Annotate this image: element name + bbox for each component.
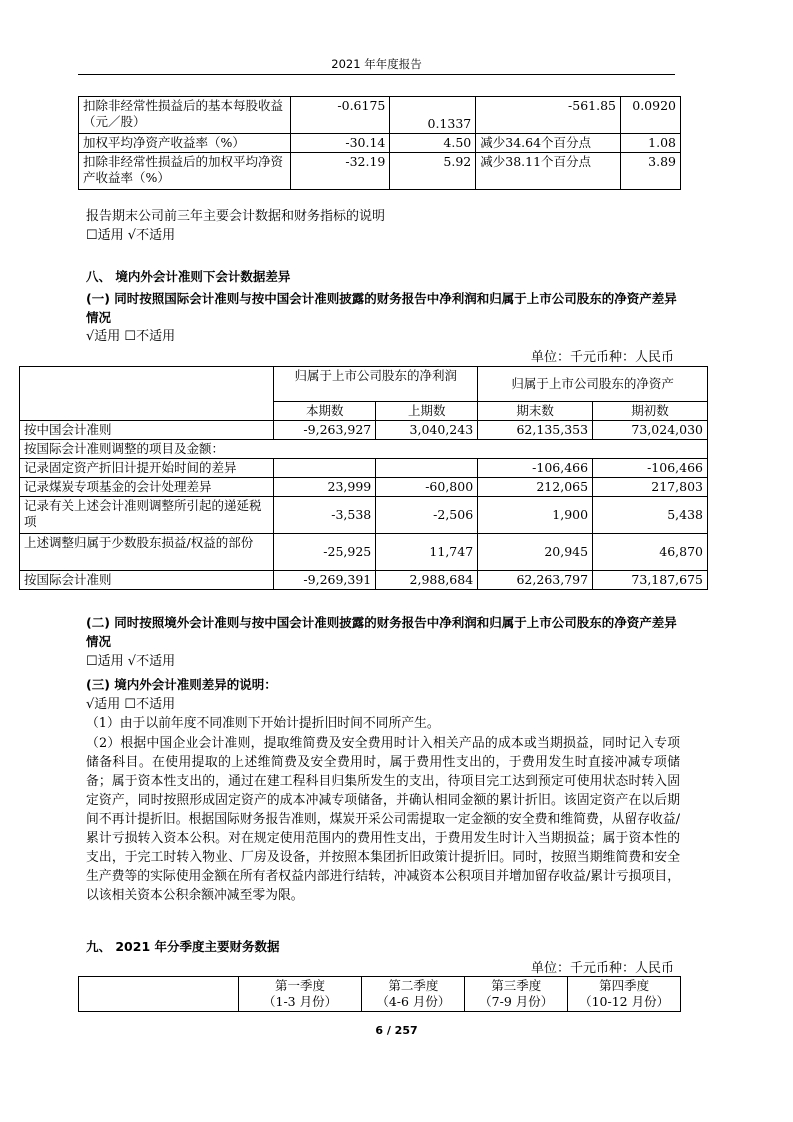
cell-value: 1,900 xyxy=(478,497,593,534)
cell-value: -106,466 xyxy=(593,459,708,478)
table-row xyxy=(20,440,708,459)
page-header: 2021 年年度报告 xyxy=(331,57,422,71)
q4-label: 第四季度 xyxy=(599,978,650,993)
header-empty xyxy=(79,977,239,1012)
row-label: 扣除非经常性损益后的基本每股收益（元／股） xyxy=(79,97,291,134)
table-row xyxy=(20,478,708,497)
section-8-1-checkbox: √适用 ☐不适用 xyxy=(86,329,176,344)
cell-value: 46,870 xyxy=(593,534,708,571)
page-number: 6 / 257 xyxy=(375,1024,418,1037)
section-8-2-checkbox: ☐适用 √不适用 xyxy=(86,654,176,669)
table-row xyxy=(79,153,681,190)
cell-value: 0.1337 xyxy=(390,97,476,134)
cell-value: 23,999 xyxy=(274,478,376,497)
financial-indicators-table xyxy=(78,96,681,190)
cell-value xyxy=(274,459,376,478)
cell-value: 20,945 xyxy=(478,534,593,571)
cell-value: 减少34.64个百分点 xyxy=(476,134,621,153)
q2-range: （4-6 月份） xyxy=(376,994,451,1009)
note-2: （2）根据中国企业会计准则，提取维简费及安全费用时计入相关产品的成本或当期损益，同时记入专项储备科目。在使用提取的上述维简费及安全费用时，属于费用性支出的，于费用发生时直接冲减专项储备；属于资本性支出的，通过在建工程科目归集所发生的支出，待项目完工达到预定可使用状态时转入固定资产，同时按照形成固定资产的成本冲减专项储备，并确认相同金额的累计折旧。该固定资产在以后期间不再计提折旧。根据国际财务报告准则，煤炭开采公司需提取一定金额的安全费和维简费，从留存收益/累计亏损转入资本公积。对在规定使用范围内的费用性支出，于费用发生时计入当期损益；属于资本性的支出，于完工时转入物业、厂房及设备，并按照本集团折旧政策计提折旧。同时，按照当期维简费和安全生产费等的实际使用金额在所有者权益内部进行结转，冲减资本公积项目并增加留存收益/累计亏损项目，以该相关资本公积余额冲减至零为限。 xyxy=(86,736,680,903)
cell-value: 212,065 xyxy=(478,478,593,497)
header-empty xyxy=(20,367,274,421)
cell-value: 5,438 xyxy=(593,497,708,534)
table-header-row xyxy=(20,367,708,402)
unit-label-2: 单位：千元币种：人民币 xyxy=(530,961,674,976)
cell-value: 73,024,030 xyxy=(593,421,708,440)
header-q3 xyxy=(465,977,568,1012)
cell-value: -106,466 xyxy=(478,459,593,478)
cell-value xyxy=(376,459,478,478)
row-label: 记录煤炭专项基金的会计处理差异 xyxy=(20,478,274,497)
table-row xyxy=(20,421,708,440)
header-q2 xyxy=(362,977,465,1012)
cell-value: -9,269,391 xyxy=(274,571,376,590)
header-previous: 上期数 xyxy=(376,402,478,421)
explain-checkbox: ☐适用 √不适用 xyxy=(86,228,176,243)
header-divider xyxy=(78,74,675,75)
accounting-difference-table xyxy=(19,366,708,590)
q3-label: 第三季度 xyxy=(491,978,542,993)
cell-value: -9,263,927 xyxy=(274,421,376,440)
cell-value: 73,187,675 xyxy=(593,571,708,590)
cell-value: 4.50 xyxy=(390,134,476,153)
note-1: （1）由于以前年度不同准则下开始计提折旧时间不同所产生。 xyxy=(86,716,440,731)
q1-range: （1-3 月份） xyxy=(263,994,338,1009)
section-8-title: 八、 境内外会计准则下会计数据差异 xyxy=(86,269,291,284)
section-8-1-text: (一) 同时按照国际会计准则与按中国会计准则披露的财务报告中净利润和归属于上市公司股东的净资产差异情况 xyxy=(86,291,677,325)
cell-value: 3,040,243 xyxy=(376,421,478,440)
header-profit: 归属于上市公司股东的净利润 xyxy=(274,367,478,402)
row-label: 加权平均净资产收益率（%） xyxy=(79,134,291,153)
cell-value: 217,803 xyxy=(593,478,708,497)
header-end: 期末数 xyxy=(478,402,593,421)
row-label: 按国际会计准则 xyxy=(20,571,274,590)
row-label: 按国际会计准则调整的项目及金额： xyxy=(20,440,708,459)
table-row xyxy=(79,134,681,153)
cell-value: -25,925 xyxy=(274,534,376,571)
cell-value: -60,800 xyxy=(376,478,478,497)
table-row xyxy=(20,459,708,478)
cell-value: 62,135,353 xyxy=(478,421,593,440)
header-q1 xyxy=(238,977,362,1012)
row-label: 按中国会计准则 xyxy=(20,421,274,440)
section-8-3-title: (三) 境内外会计准则差异的说明： xyxy=(86,677,277,692)
cell-value: 11,747 xyxy=(376,534,478,571)
cell-value: -0.6175 xyxy=(290,97,390,134)
cell-value: -30.14 xyxy=(290,134,390,153)
cell-value: 3.89 xyxy=(620,153,680,190)
cell-value: -2,506 xyxy=(376,497,478,534)
unit-label: 单位：千元币种：人民币 xyxy=(530,350,674,365)
table-row xyxy=(79,97,681,134)
row-label: 记录有关上述会计准则调整所引起的递延税项 xyxy=(20,497,274,534)
cell-value: 减少38.11个百分点 xyxy=(476,153,621,190)
header-begin: 期初数 xyxy=(593,402,708,421)
q3-range: （7-9 月份） xyxy=(479,994,554,1009)
explain-text: 报告期末公司前三年主要会计数据和财务指标的说明 xyxy=(86,209,386,224)
header-q4 xyxy=(568,977,681,1012)
row-label: 上述调整归属于少数股东损益/权益的部份 xyxy=(20,534,274,571)
section-8-1-title xyxy=(86,289,680,327)
table-row xyxy=(20,571,708,590)
cell-value: 1.08 xyxy=(620,134,680,153)
quarterly-table xyxy=(78,976,681,1012)
row-label: 扣除非经常性损益后的加权平均净资产收益率（%） xyxy=(79,153,291,190)
cell-value: 2,988,684 xyxy=(376,571,478,590)
section-8-2-title: (二) 同时按照境外会计准则与按中国会计准则披露的财务报告中净利润和归属于上市公司股东的净资产差异情况 xyxy=(86,615,677,649)
cell-value: -32.19 xyxy=(290,153,390,190)
q4-range: （10-12 月份） xyxy=(579,994,670,1009)
table-header-row xyxy=(79,977,681,1012)
section-9-title: 九、 2021 年分季度主要财务数据 xyxy=(86,939,280,954)
q2-label: 第二季度 xyxy=(388,978,439,993)
row-label: 记录固定资产折旧计提开始时间的差异 xyxy=(20,459,274,478)
header-current: 本期数 xyxy=(274,402,376,421)
cell-value: -561.85 xyxy=(476,97,621,134)
table-row xyxy=(20,497,708,534)
cell-value: 62,263,797 xyxy=(478,571,593,590)
q1-label: 第一季度 xyxy=(275,978,326,993)
section-8-3-checkbox: √适用 ☐不适用 xyxy=(86,697,176,712)
cell-value: 5.92 xyxy=(390,153,476,190)
header-assets: 归属于上市公司股东的净资产 xyxy=(478,367,708,402)
table-row xyxy=(20,534,708,571)
cell-value: 0.0920 xyxy=(620,97,680,134)
cell-value: -3,538 xyxy=(274,497,376,534)
